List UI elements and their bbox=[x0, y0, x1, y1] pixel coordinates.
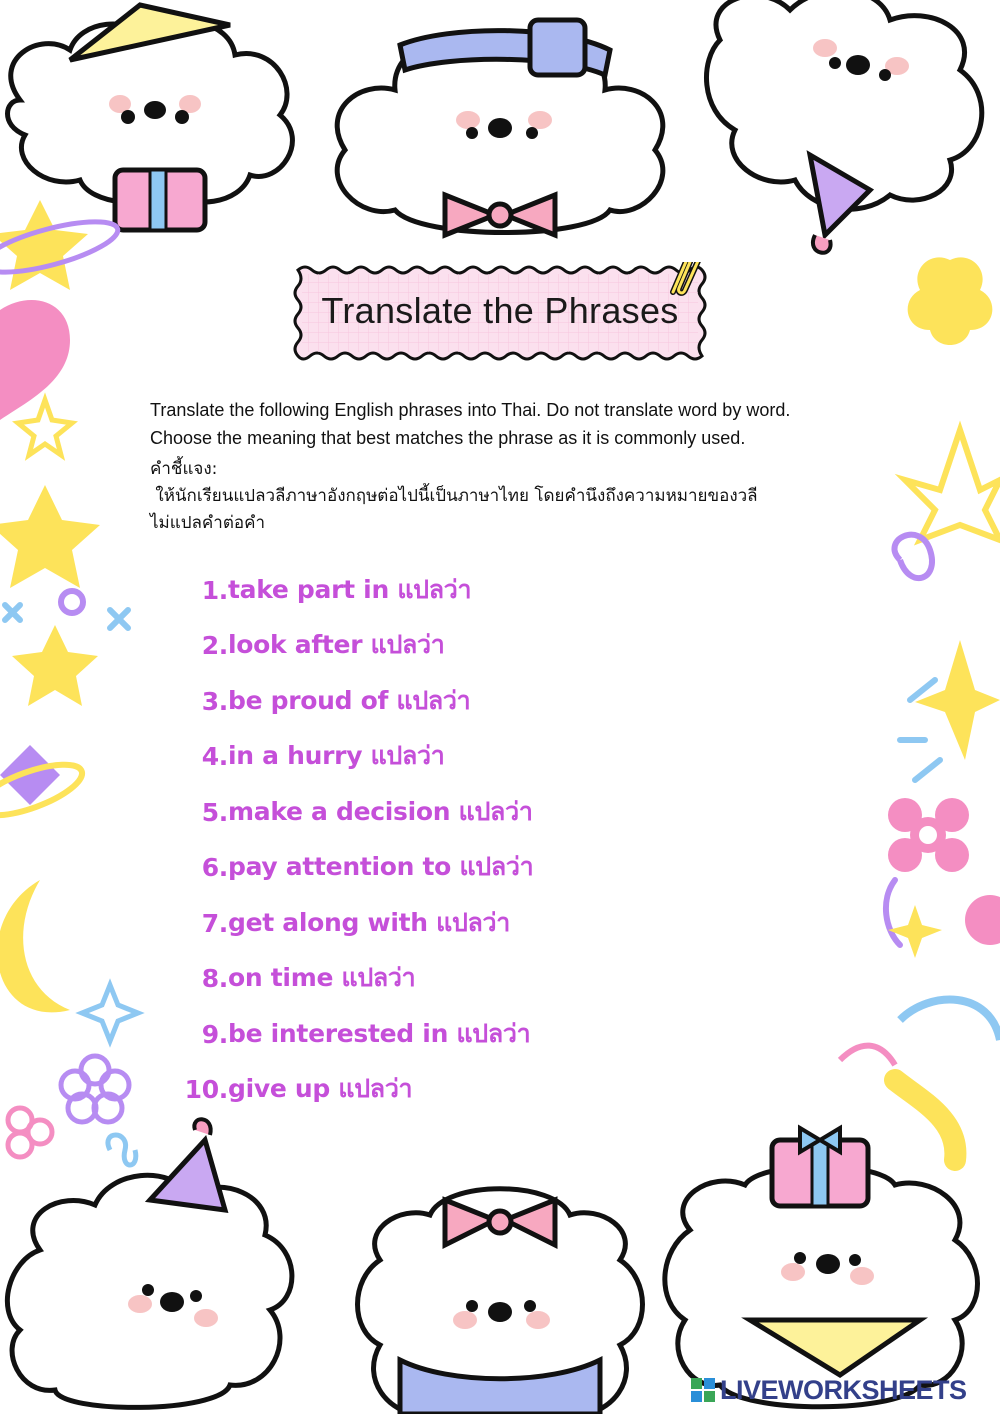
star-icon bbox=[12, 625, 98, 706]
item-number: 2. bbox=[201, 630, 228, 660]
puppy-icon bbox=[706, 0, 981, 253]
item-number: 9. bbox=[201, 1019, 228, 1049]
liveworksheets-logo-icon bbox=[690, 1377, 716, 1403]
item-phrase: be interested in แปลว่า bbox=[228, 1019, 531, 1048]
item-phrase: make a decision แปลว่า bbox=[228, 797, 533, 826]
star-icon bbox=[915, 640, 1000, 760]
list-item bbox=[150, 625, 445, 665]
list-item bbox=[150, 1014, 530, 1054]
item-phrase: give up แปลว่า bbox=[228, 1074, 413, 1103]
item-phrase: take part in แปลว่า bbox=[228, 575, 472, 604]
list-item bbox=[150, 903, 510, 943]
item-number: 3. bbox=[201, 686, 228, 716]
brand-name: LIVEWORKSHEETS bbox=[720, 1374, 967, 1405]
puppy-icon bbox=[665, 1128, 978, 1407]
item-number: 8. bbox=[201, 963, 228, 993]
flower-icon bbox=[908, 257, 993, 345]
puppy-icon bbox=[358, 1189, 643, 1414]
instructions-thai-label: คำชี้แจง: bbox=[150, 459, 218, 479]
instruction-line: ไม่แปลคำต่อคำ bbox=[150, 513, 266, 533]
star-icon bbox=[0, 200, 122, 290]
item-phrase: look after แปลว่า bbox=[228, 630, 445, 659]
page-title: Translate the Phrases bbox=[321, 290, 679, 331]
item-number: 7. bbox=[201, 908, 228, 938]
instruction-line: ให้นักเรียนแปลวลีภาษาอังกฤษต่อไปนี้เป็นภาษาไทย โดยคำนึงถึงความหมายของวลี bbox=[150, 486, 758, 506]
instruction-line: Choose the meaning that best matches the phrase as it is commonly used. bbox=[150, 428, 746, 448]
item-number: 6. bbox=[201, 852, 228, 882]
item-number: 1. bbox=[201, 575, 228, 605]
star-icon bbox=[0, 485, 100, 588]
star-icon bbox=[18, 400, 72, 455]
flower-icon bbox=[61, 1056, 129, 1122]
star-icon bbox=[888, 905, 942, 958]
list-item bbox=[150, 736, 444, 776]
item-phrase: on time แปลว่า bbox=[228, 963, 416, 992]
instructions-thai bbox=[150, 456, 910, 537]
item-phrase: in a hurry แปลว่า bbox=[228, 741, 445, 770]
flower-icon bbox=[888, 798, 969, 872]
puppy-icon bbox=[337, 20, 663, 235]
list-item bbox=[150, 1069, 412, 1109]
list-item bbox=[150, 792, 533, 832]
heart-icon bbox=[0, 300, 70, 420]
item-number: 4. bbox=[201, 741, 228, 771]
gift-icon bbox=[772, 1128, 868, 1206]
list-item bbox=[150, 570, 471, 610]
item-number: 10. bbox=[184, 1074, 228, 1104]
list-item bbox=[150, 847, 533, 887]
planet-icon bbox=[0, 745, 88, 826]
instructions-english bbox=[150, 396, 910, 452]
liveworksheets-brand[interactable] bbox=[690, 1374, 967, 1406]
item-phrase: get along with แปลว่า bbox=[228, 908, 511, 937]
list-item bbox=[150, 681, 470, 721]
star-icon bbox=[905, 430, 1000, 540]
list-item bbox=[150, 958, 415, 998]
instruction-line: Translate the following English phrases into Thai. Do not translate word by word. bbox=[150, 400, 791, 420]
star-icon bbox=[82, 985, 138, 1041]
item-number: 5. bbox=[201, 797, 228, 827]
moon-icon bbox=[0, 880, 70, 1012]
puppy-icon bbox=[7, 1119, 292, 1407]
puppy-icon bbox=[8, 5, 293, 230]
flower-icon bbox=[8, 1108, 52, 1157]
item-phrase: be proud of แปลว่า bbox=[228, 686, 471, 715]
item-phrase: pay attention to แปลว่า bbox=[228, 852, 534, 881]
